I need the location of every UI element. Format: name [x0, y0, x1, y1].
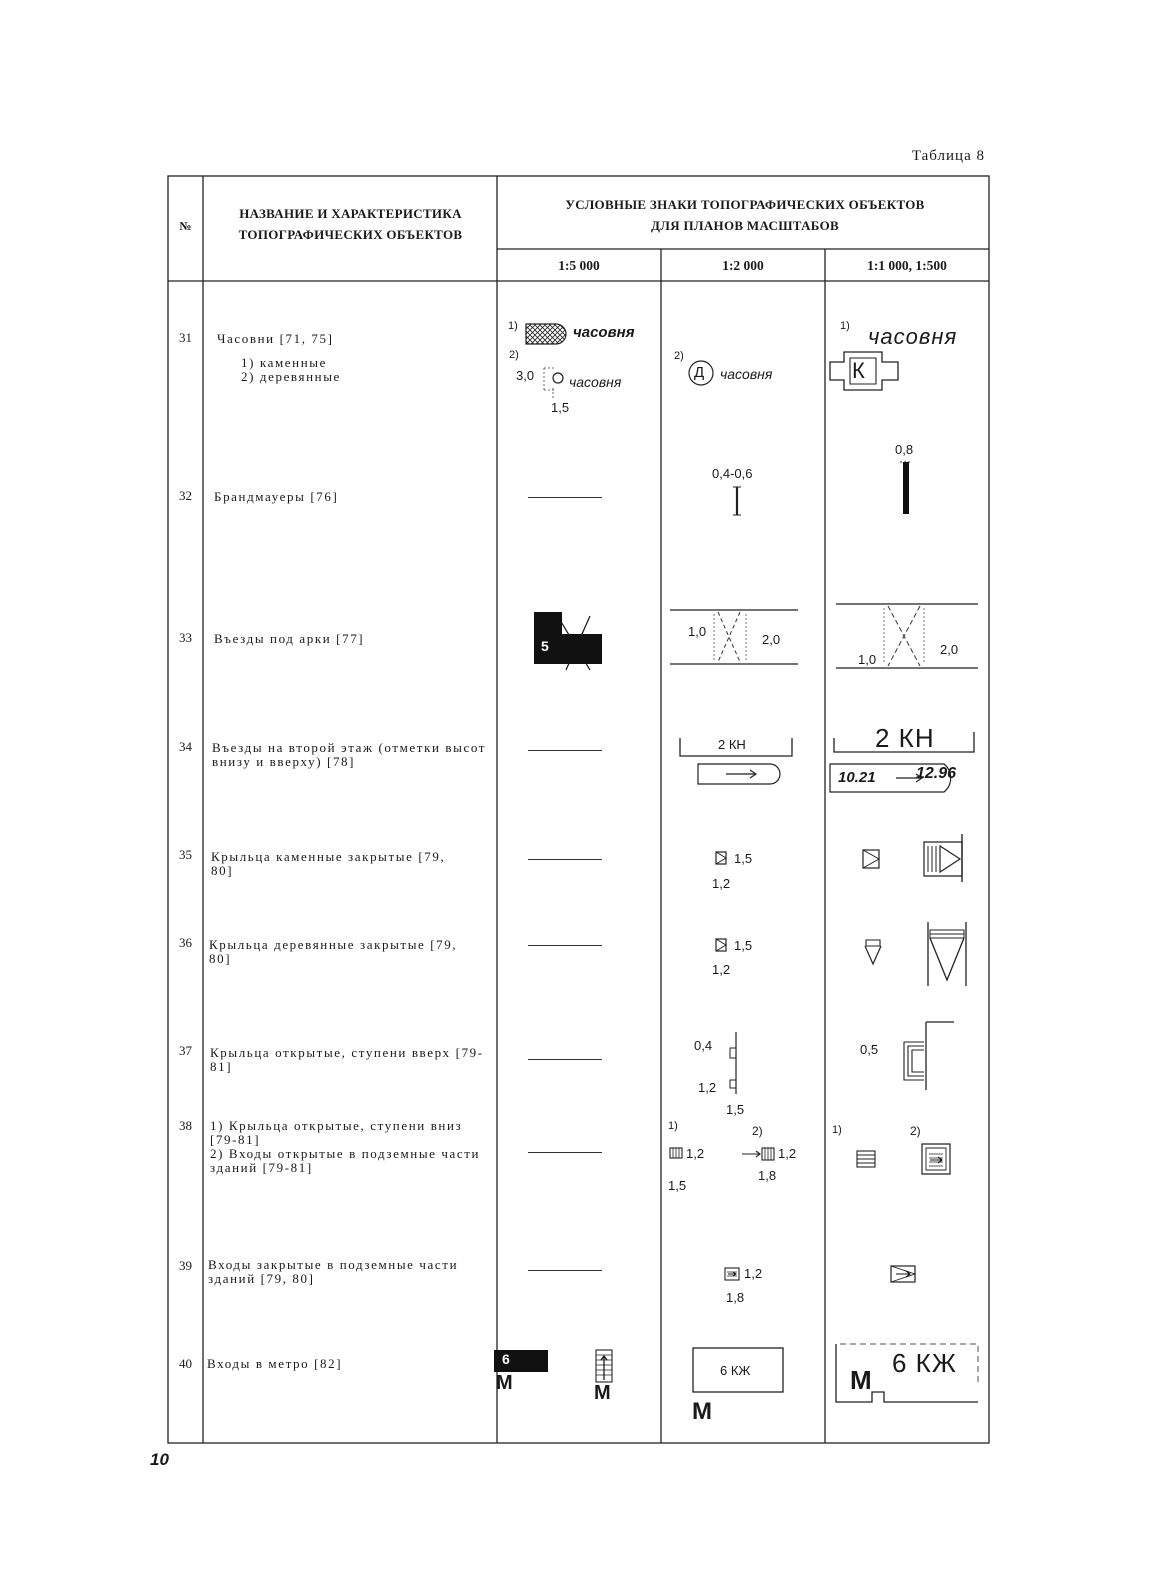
metro-entrance-symbol [592, 1346, 618, 1386]
dimension-label: 1,2 [686, 1146, 705, 1161]
object-name: Крыльца деревянные закрытые [79, 80] [209, 937, 458, 966]
no-symbol-dash [528, 1152, 602, 1153]
object-name: Брандмауеры [76] [214, 489, 339, 504]
row-number: 37 [179, 1043, 192, 1058]
table-caption: Таблица 8 [911, 148, 985, 164]
object-name: Крыльца открытые, ступени вверх [79-81] [210, 1045, 484, 1074]
chapel-label: часовня [569, 374, 622, 390]
header-name-column: НАЗВАНИЕ И ХАРАКТЕРИСТИКА ТОПОГРАФИЧЕСКИХ ОБЪЕКТОВ [238, 206, 463, 242]
dimension-label: 2,0 [762, 632, 781, 647]
dimension-label: 0,4 [694, 1038, 713, 1053]
header-number: № [179, 219, 192, 233]
variant-marker: 2) [910, 1124, 921, 1138]
row-number: 35 [179, 847, 192, 862]
metro-letter: М [850, 1365, 872, 1395]
closed-wooden-porch-symbol [924, 918, 970, 988]
closed-stone-porch-symbol [860, 846, 882, 872]
dimension-label: 1,5 [726, 1102, 745, 1117]
object-name-text: 2) Входы открытые в подземные части зданий [79-81] [210, 1146, 481, 1175]
open-porch-steps-down-symbol [668, 1144, 686, 1164]
dimension-label: 1,2 [712, 876, 731, 891]
variant-marker: 1) [508, 320, 518, 332]
variant-marker: 1) [832, 1124, 842, 1136]
row-number: 33 [179, 630, 192, 645]
dimension-label: 0,4-0,6 [712, 466, 753, 481]
open-underground-entrance-symbol [918, 1136, 954, 1178]
height-mark-bottom: 10.21 [838, 769, 876, 786]
variant-marker: 1) [668, 1120, 678, 1132]
chapel-letter: К [852, 358, 865, 383]
dimension-label: 0,5 [860, 1042, 879, 1057]
row-number: 39 [179, 1258, 192, 1273]
height-mark-top: 12.96 [916, 765, 957, 782]
object-name: Входы закрытые в подземные части зданий [79, 80] [208, 1257, 459, 1286]
dimension-label: 1,2 [698, 1080, 717, 1095]
dimension-label: 1,2 [778, 1146, 797, 1161]
entrance-label: 2 КН [718, 737, 746, 752]
object-subtype: 2) деревянные [241, 369, 341, 384]
object-name: Крыльца каменные закрытые [79, 80] [211, 849, 446, 878]
no-symbol-dash [528, 945, 602, 946]
metro-letter: М [594, 1382, 611, 1404]
open-underground-entrance-symbol [740, 1144, 780, 1164]
dimension-label: 3,0 [516, 368, 535, 383]
object-name: Входы в метро [82] [207, 1356, 343, 1371]
header-signs-column: УСЛОВНЫЕ ЗНАКИ ТОПОГРАФИЧЕСКИХ ОБЪЕКТОВ ДЛЯ ПЛАНОВ МАСШТАБОВ [565, 197, 925, 233]
object-name-text: 1) Крыльца открытые, ступени вниз [79-81] [210, 1118, 463, 1147]
dimension-label: 1,8 [758, 1168, 777, 1183]
no-symbol-dash [528, 859, 602, 860]
arch-entrance-symbol [832, 598, 982, 672]
object-name [217, 332, 487, 384]
row-number: 36 [179, 935, 192, 950]
closed-underground-entrance-symbol [888, 1262, 918, 1286]
floor-count: 6 [502, 1351, 510, 1367]
dimension-label: 1,8 [726, 1290, 745, 1305]
object-name-text: Часовни [71, 75] [217, 331, 334, 346]
open-porch-steps-up-symbol [722, 1030, 742, 1096]
entrance-label: 2 КН [875, 723, 935, 753]
dimension-label: 2,0 [940, 642, 959, 657]
firewall-symbol [898, 460, 916, 516]
metro-letter: М [496, 1372, 513, 1394]
no-symbol-dash [528, 1270, 602, 1271]
no-symbol-dash [528, 1059, 602, 1060]
floor-count: 5 [541, 638, 549, 654]
variant-marker: 2) [509, 349, 519, 361]
row-number: 32 [179, 488, 192, 503]
metro-letter: М [692, 1398, 712, 1425]
object-name [210, 1119, 485, 1175]
object-name: Въезды под арки [77] [214, 631, 365, 646]
dimension-label: 1,5 [734, 851, 753, 866]
closed-stone-porch-symbol [922, 832, 966, 884]
open-porch-steps-up-symbol [890, 1018, 958, 1092]
row-number: 31 [179, 330, 192, 345]
scale-1000-500: 1:1 000, 1:500 [867, 258, 947, 273]
firewall-symbol [730, 484, 744, 518]
object-subtype: 1) каменные [241, 355, 327, 370]
dimension-label: 0,8 [895, 442, 914, 457]
metro-building-label: 6 КЖ [892, 1348, 957, 1378]
variant-marker: 2) [752, 1124, 763, 1138]
dimension-label: 1,2 [744, 1266, 763, 1281]
scale-2000: 1:2 000 [722, 258, 764, 273]
chapel-letter: Д [694, 364, 705, 381]
stone-chapel-symbol [520, 320, 575, 348]
dimension-label: 1,0 [688, 624, 707, 639]
scale-5000: 1:5 000 [558, 258, 600, 273]
row-number: 34 [179, 739, 192, 754]
closed-wooden-porch-symbol [712, 935, 732, 961]
closed-underground-entrance-symbol [722, 1264, 744, 1284]
chapel-label: часовня [573, 324, 635, 341]
dimension-label: 1,0 [858, 652, 877, 667]
closed-wooden-porch-symbol [862, 936, 884, 968]
page-number: 10 [150, 1450, 169, 1469]
metro-building-label: 6 КЖ [720, 1363, 751, 1378]
dimension-label: 1,5 [551, 400, 570, 415]
row-number: 40 [179, 1356, 192, 1371]
dimension-label: 1,2 [712, 962, 731, 977]
no-symbol-dash [528, 750, 602, 751]
row-number: 38 [179, 1118, 192, 1133]
wooden-chapel-symbol [540, 362, 570, 402]
object-name: Въезды на второй этаж (отметки высот внизу и вверху) [78] [212, 740, 487, 769]
variant-marker: 2) [674, 350, 684, 362]
closed-stone-porch-symbol [712, 848, 732, 874]
dimension-label: 1,5 [668, 1178, 687, 1193]
variant-marker: 1) [840, 320, 850, 332]
open-porch-steps-down-symbol [854, 1146, 878, 1172]
dimension-label: 1,5 [734, 938, 753, 953]
chapel-label: часовня [868, 324, 958, 349]
no-symbol-dash [528, 497, 602, 498]
chapel-label: часовня [720, 366, 773, 382]
